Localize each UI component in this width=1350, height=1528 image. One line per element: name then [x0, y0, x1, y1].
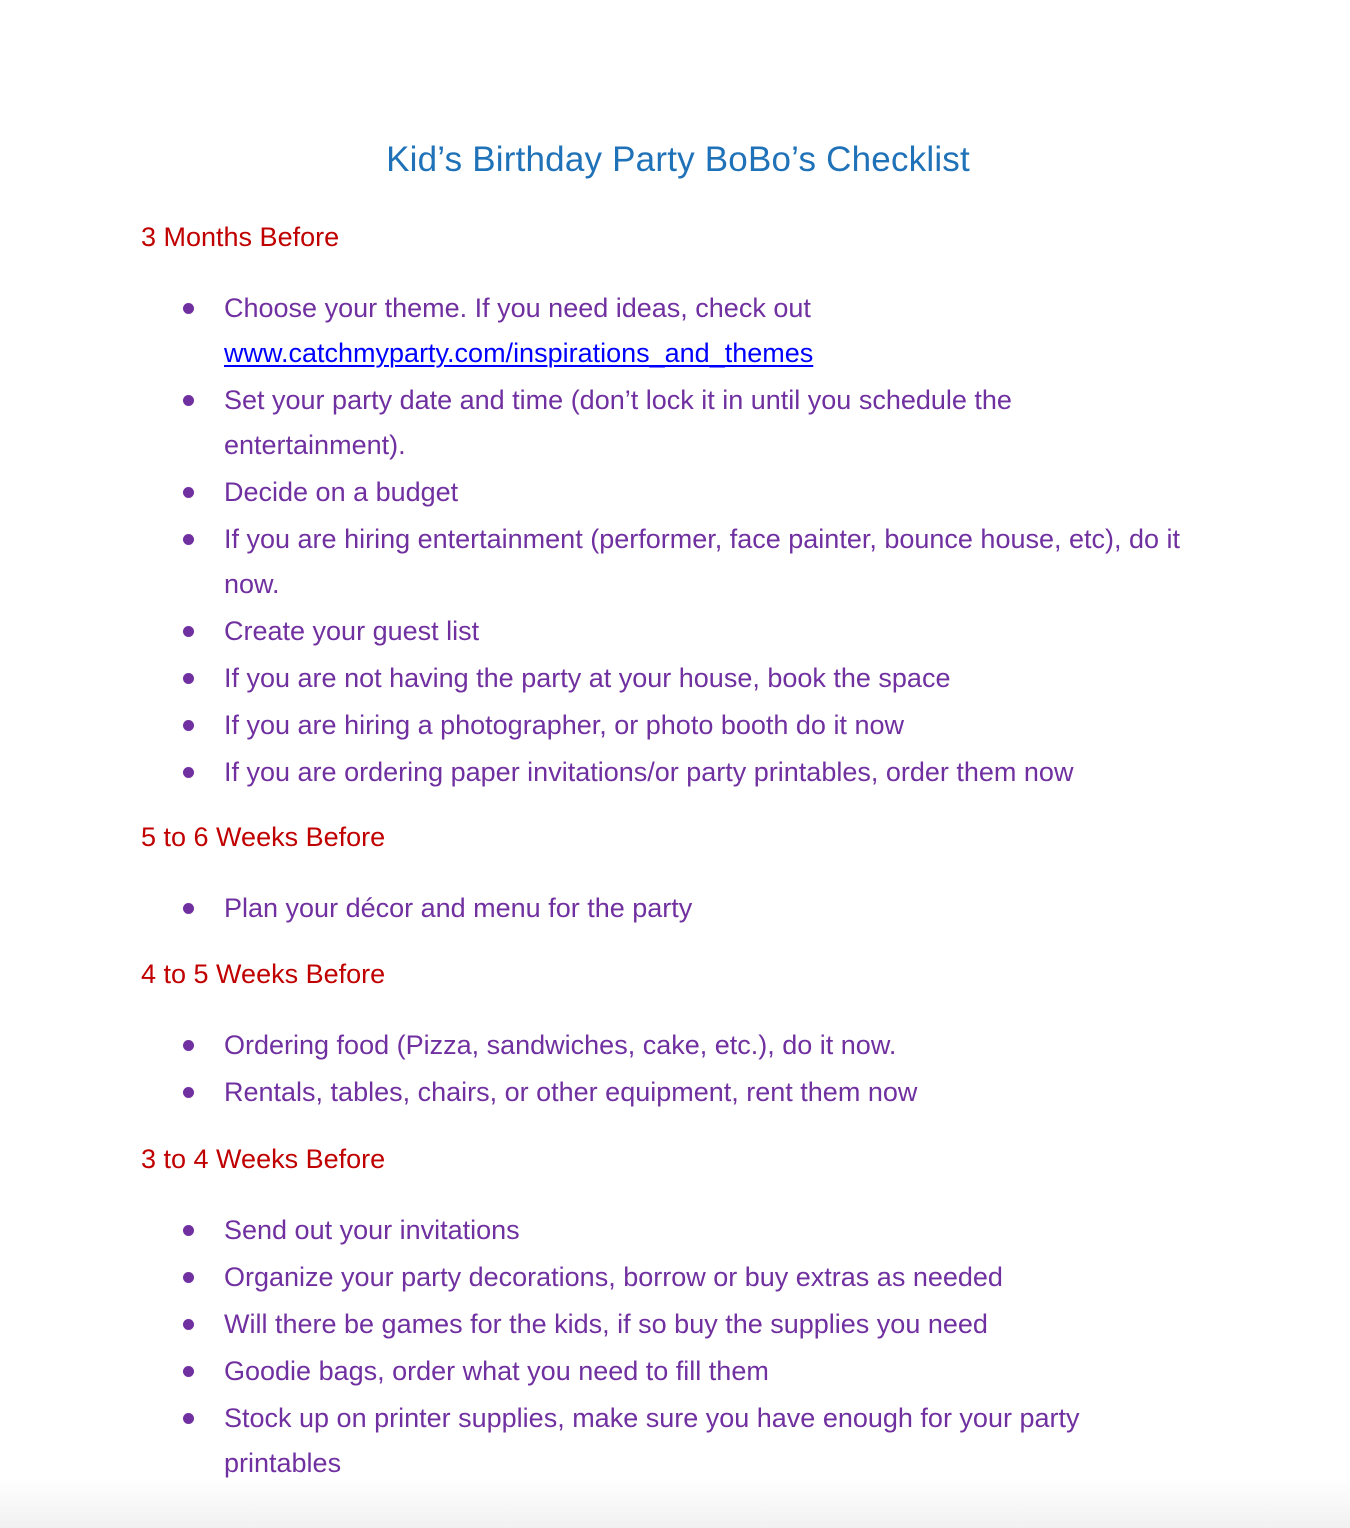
list-item-text: Rentals, tables, chairs, or other equipment, rent them now — [224, 1077, 918, 1107]
list-item — [0, 470, 1350, 515]
bullet-icon — [183, 626, 194, 637]
bullet-icon — [183, 1413, 194, 1424]
bullet-icon — [183, 1040, 194, 1051]
list-item — [0, 286, 1350, 376]
inspirations-link[interactable]: www.catchmyparty.com/inspirations_and_themes — [224, 338, 814, 368]
checklist-5-6-weeks — [0, 886, 1350, 933]
list-item — [0, 609, 1350, 654]
checklist-4-5-weeks — [0, 1023, 1350, 1117]
list-item — [0, 1396, 1350, 1486]
list-item-text: Set your party date and time (don’t lock it in until you schedule the entertainment). — [224, 385, 1012, 460]
list-item-text: If you are hiring a photographer, or photo booth do it now — [224, 710, 904, 740]
checklist-3-months — [0, 286, 1350, 797]
list-item — [0, 1255, 1350, 1300]
section-heading-3-4-weeks: 3 to 4 Weeks Before — [141, 1144, 386, 1174]
bullet-icon — [183, 1366, 194, 1377]
bullet-icon — [183, 720, 194, 731]
bullet-icon — [183, 534, 194, 545]
list-item-text: Plan your décor and menu for the party — [224, 893, 693, 923]
bullet-icon — [183, 1272, 194, 1283]
bullet-icon — [183, 1319, 194, 1330]
list-item-text: If you are ordering paper invitations/or party printables, order them now — [224, 757, 1074, 787]
list-item — [0, 750, 1350, 795]
bullet-icon — [183, 673, 194, 684]
list-item-text: Decide on a budget — [224, 477, 459, 507]
section-heading-5-6-weeks: 5 to 6 Weeks Before — [141, 822, 386, 852]
list-item — [0, 703, 1350, 748]
page-title: Kid’s Birthday Party BoBo’s Checklist — [386, 140, 970, 179]
list-item-text: If you are not having the party at your house, book the space — [224, 663, 951, 693]
section-heading-4-5-weeks: 4 to 5 Weeks Before — [141, 959, 386, 989]
list-item-text: Create your guest list — [224, 616, 480, 646]
section-heading-3-months: 3 Months Before — [141, 222, 340, 252]
list-item — [0, 1023, 1350, 1068]
list-item — [0, 517, 1350, 607]
list-item-text: If you are hiring entertainment (performer, face painter, bounce house, etc), do it now. — [224, 524, 1181, 599]
list-item-text: Organize your party decorations, borrow or buy extras as needed — [224, 1262, 1003, 1292]
list-item — [0, 1349, 1350, 1394]
bullet-icon — [183, 767, 194, 778]
list-item — [0, 1070, 1350, 1115]
bullet-icon — [183, 487, 194, 498]
list-item-text: Ordering food (Pizza, sandwiches, cake, etc.), do it now. — [224, 1030, 897, 1060]
list-item-text: Choose your theme. If you need ideas, check out — [224, 293, 811, 323]
list-item-text: Send out your invitations — [224, 1215, 520, 1245]
list-item — [0, 886, 1350, 931]
bullet-icon — [183, 303, 194, 314]
list-item — [0, 656, 1350, 701]
list-item — [0, 1208, 1350, 1253]
checklist-3-4-weeks — [0, 1208, 1350, 1488]
bullet-icon — [183, 1225, 194, 1236]
bullet-icon — [183, 1087, 194, 1098]
list-item-text: Goodie bags, order what you need to fill them — [224, 1356, 769, 1386]
bullet-icon — [183, 395, 194, 406]
list-item — [0, 378, 1350, 468]
bullet-icon — [183, 903, 194, 914]
list-item-text: Will there be games for the kids, if so buy the supplies you need — [224, 1309, 988, 1339]
list-item-text: Stock up on printer supplies, make sure you have enough for your party printables — [224, 1403, 1080, 1478]
list-item — [0, 1302, 1350, 1347]
